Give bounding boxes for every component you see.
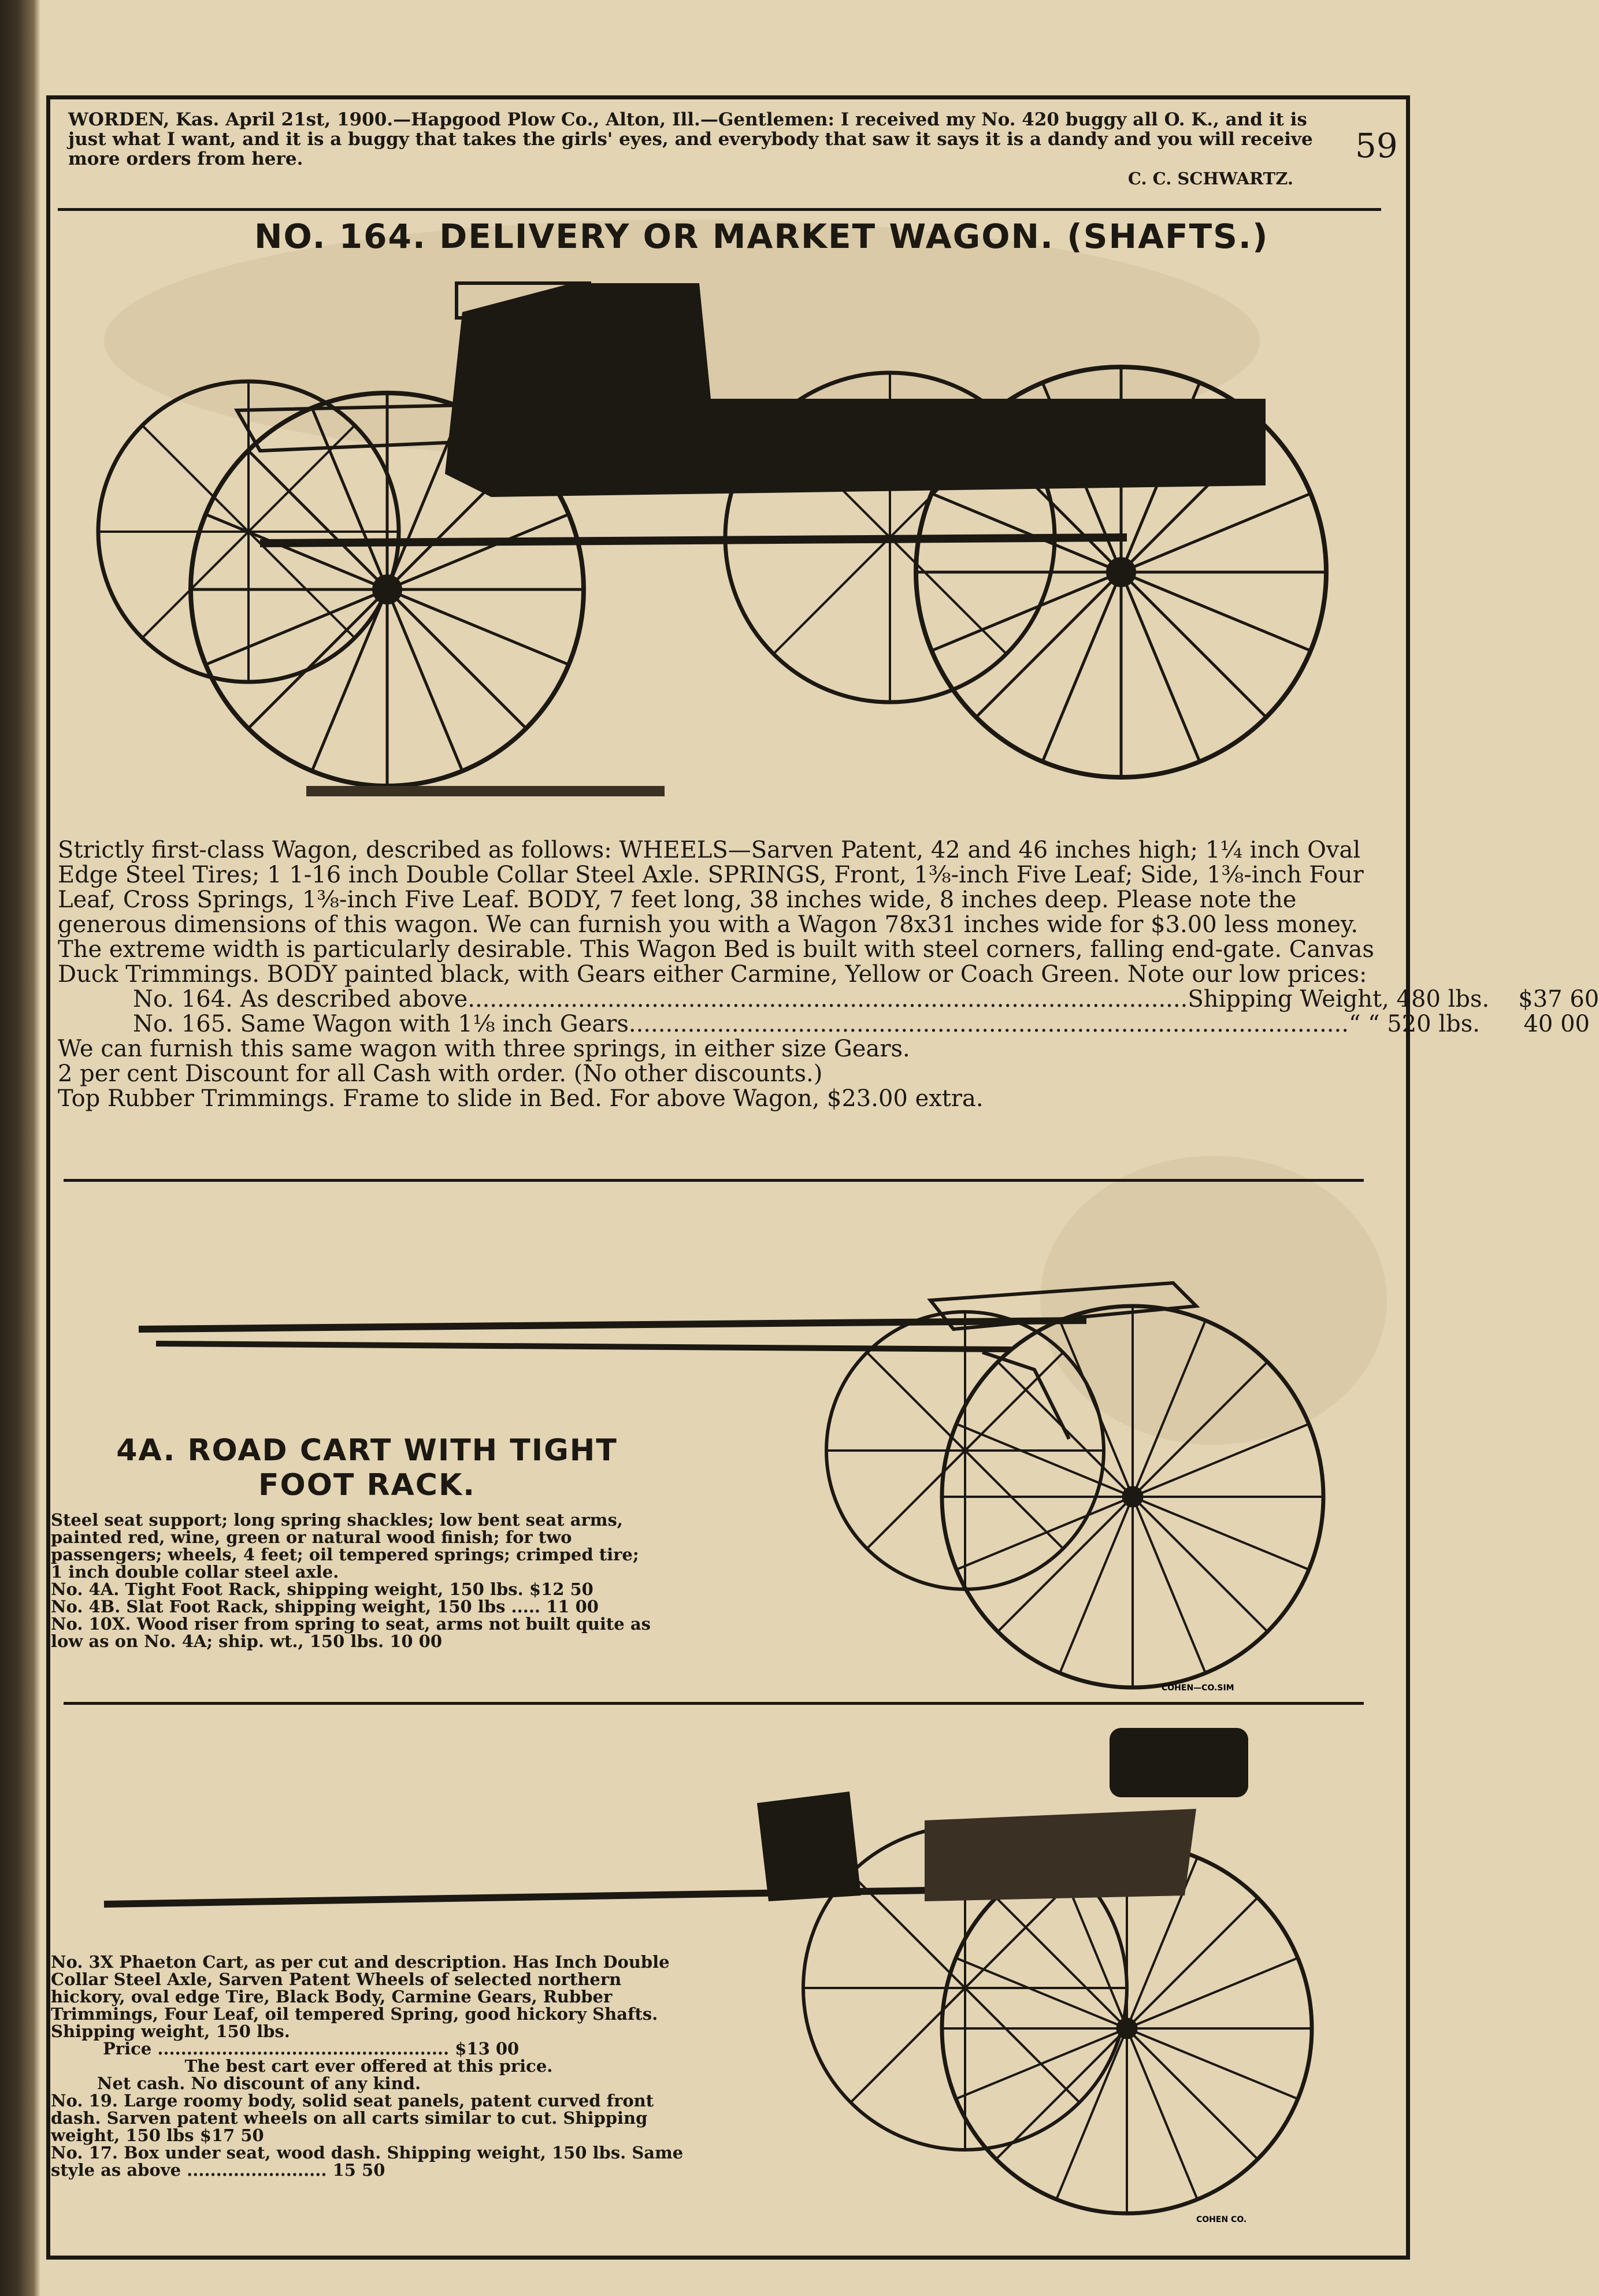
cart-4a-item: No. 4A. Tight Foot Rack, shipping weight, 150 lbs. $12 50 bbox=[51, 1579, 593, 1599]
divider bbox=[58, 208, 1381, 211]
wagon-164-text: Strictly first-class Wagon, described as follows: WHEELS—Sarven Patent, 42 and 46 inches high; 1¼ inch Oval Edge Steel Tires; 1 1-16 inch Double Collar Steel Axle. SPRINGS, Front, 1⅜-inch Five Leaf; Side, 1⅜-inch Four Leaf, Cross Springs, 1⅜-inch Five Leaf. BODY, 7 feet long, 38 inches wide, 8 inches deep. Please note the generous dimensions of this wagon. We can furnish you with a Wagon 78x31 inches wide for $3.00 less money. The extreme width is particularly desirable. This Wagon Bed is built with steel corners, falling end-gate. Canvas Duck Trimmings. BODY painted black, with Gears either Carmine, Yellow or Coach Green. Note our low prices: bbox=[58, 837, 1374, 988]
price-row: No. 165. Same Wagon with 1⅛ inch Gears .................................................................................................. “ “ 520 lbs. 40 00 bbox=[133, 1011, 1590, 1037]
delivery-wagon-illustration bbox=[87, 266, 1370, 832]
wagon-164-note: 2 per cent Discount for all Cash with order. (No other discounts.) bbox=[58, 1060, 823, 1087]
testimonial-signature: C. C. SCHWARTZ. bbox=[1127, 169, 1293, 188]
cart-4a-heading: 4A. ROAD CART WITH TIGHT FOOT RACK. bbox=[116, 1433, 618, 1503]
engraver-mark: COHEN CO. bbox=[1196, 2215, 1247, 2224]
book-gutter bbox=[0, 0, 40, 2296]
engraver-mark: COHEN—CO.SIM bbox=[1162, 1683, 1234, 1693]
price-row: No. 164. As described above .................................................................................................. Shipping Weight, 480 lbs. $37 60 bbox=[133, 986, 1599, 1012]
page-number: 59 bbox=[1355, 126, 1398, 165]
cart-4a-description bbox=[51, 1511, 652, 1650]
testimonial-text: WORDEN, Kas. April 21st, 1900.—Hapgood Plow Co., Alton, Ill.—Gentlemen: I received my No. 420 buggy all O. K., and it is just what I want, and it is a buggy that takes the girls' eyes, and everybody that saw it says it is a dandy and you will receive more orders from here. bbox=[68, 109, 1313, 169]
wagon-164-note: We can furnish this same wagon with three springs, in either size Gears. bbox=[58, 1036, 910, 1062]
wagon-164-description bbox=[58, 837, 1599, 1112]
cart-3x-price: Price .................................................. $13 00 bbox=[103, 2039, 520, 2058]
cart-3x-tagline: The best cart ever offered at this price. bbox=[184, 2056, 553, 2076]
cart-3x-description bbox=[51, 1953, 687, 2179]
wagon-164-heading: NO. 164. DELIVERY OR MARKET WAGON. (SHAFTS.) bbox=[254, 217, 1269, 256]
cart-4a-text: Steel seat support; long spring shackles; low bent seat arms, painted red, wine, green or natural wood finish; for two passengers; wheels, 4 feet; oil tempered springs; crimped tire; 1 inch double collar steel axle. bbox=[51, 1510, 639, 1582]
cart-3x-item: No. 19. Large roomy body, solid seat panels, patent curved front dash. Sarven patent wheels on all carts similar to cut. Shipping weight, 150 lbs $17 50 bbox=[51, 2091, 654, 2145]
cart-4a-item: No. 10X. Wood riser from spring to seat, arms not built quite as low as on No. 4A; ship. wt., 150 lbs. 10 00 bbox=[51, 1614, 651, 1651]
cart-3x-terms: Net cash. No discount of any kind. bbox=[97, 2074, 421, 2093]
testimonial bbox=[68, 109, 1316, 188]
divider bbox=[64, 1179, 1364, 1182]
cart-4a-item: No. 4B. Slat Foot Rack, shipping weight, 150 lbs ..... 11 00 bbox=[51, 1597, 599, 1616]
cart-3x-text: No. 3X Phaeton Cart, as per cut and description. Has Inch Double Collar Steel Axle, Sarven Patent Wheels of selected northern hickory, oval edge Tire, Black Body, Carmine Gears, Rubber Trimmings, Four Leaf, oil tempered Spring, good hickory Shafts. Shipping weight, 150 lbs. bbox=[51, 1952, 670, 2041]
cart-3x-item: No. 17. Box under seat, wood dash. Shipping weight, 150 lbs. Same style as above ........................ 15 50 bbox=[51, 2143, 684, 2180]
wagon-164-note: Top Rubber Trimmings. Frame to slide in Bed. For above Wagon, $23.00 extra. bbox=[58, 1085, 984, 1112]
